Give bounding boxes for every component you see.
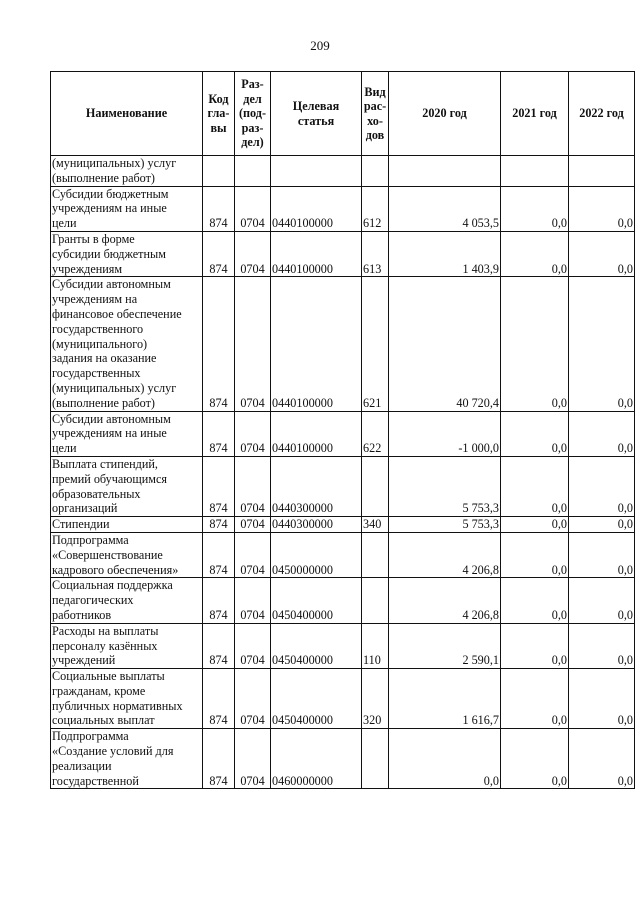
row-chapter-cell: 874: [203, 277, 235, 411]
header-2020: 2020 год: [389, 72, 501, 156]
row-2020-cell: 1 616,7: [389, 669, 501, 729]
row-chapter-cell: 874: [203, 532, 235, 577]
row-chapter-cell: 874: [203, 411, 235, 456]
row-2020-cell: 4 053,5: [389, 186, 501, 231]
row-name-cell: Подпрограмма «Совершенствование кадрового обеспечения»: [51, 532, 203, 577]
row-2021-cell: 0,0: [501, 411, 569, 456]
page-number: 209: [310, 38, 330, 53]
row-2021-cell: 0,0: [501, 669, 569, 729]
row-2020-cell: 0,0: [389, 729, 501, 789]
row-2020-cell: 40 720,4: [389, 277, 501, 411]
row-chapter-cell: 874: [203, 623, 235, 668]
row-expense-type-cell: [362, 156, 389, 187]
row-expense-type-cell: [362, 729, 389, 789]
table-row: [51, 532, 635, 577]
row-name-cell: Субсидии бюджетным учреждениям на иные цели: [51, 186, 203, 231]
header-2021: 2021 год: [501, 72, 569, 156]
row-2022-cell: 0,0: [569, 578, 635, 623]
row-target-cell: 0440100000: [271, 277, 362, 411]
table-row: [51, 517, 635, 533]
row-section-cell: 0704: [235, 532, 271, 577]
row-2021-cell: 0,0: [501, 231, 569, 276]
header-target-article: Целевая статья: [271, 72, 362, 156]
row-name-cell: Социальные выплаты гражданам, кроме публичных нормативных социальных выплат: [51, 669, 203, 729]
row-target-cell: 0440100000: [271, 186, 362, 231]
row-expense-type-cell: [362, 578, 389, 623]
row-target-cell: 0440300000: [271, 456, 362, 516]
table-row: [51, 156, 635, 187]
table-header-row: [51, 72, 635, 156]
row-name-cell: (муниципальных) услуг (выполнение работ): [51, 156, 203, 187]
row-2020-cell: 4 206,8: [389, 532, 501, 577]
row-section-cell: 0704: [235, 729, 271, 789]
row-chapter-cell: 874: [203, 578, 235, 623]
row-2021-cell: 0,0: [501, 517, 569, 533]
row-expense-type-cell: [362, 532, 389, 577]
row-expense-type-cell: 622: [362, 411, 389, 456]
row-section-cell: 0704: [235, 277, 271, 411]
table-row: [51, 623, 635, 668]
row-2020-cell: [389, 156, 501, 187]
table-row: [51, 578, 635, 623]
row-section-cell: 0704: [235, 578, 271, 623]
row-name-cell: Субсидии автономным учреждениям на финансовое обеспечение государственного (муниципального) задания на оказание государственных (муниципальных) услуг (выполнение работ): [51, 277, 203, 411]
row-expense-type-cell: 613: [362, 231, 389, 276]
row-target-cell: 0440300000: [271, 517, 362, 533]
row-name-cell: Выплата стипендий, премий обучающимся образовательных организаций: [51, 456, 203, 516]
row-section-cell: [235, 156, 271, 187]
row-2022-cell: [569, 156, 635, 187]
row-expense-type-cell: [362, 456, 389, 516]
row-2021-cell: 0,0: [501, 186, 569, 231]
row-chapter-cell: 874: [203, 456, 235, 516]
row-expense-type-cell: 110: [362, 623, 389, 668]
budget-table: [50, 71, 635, 789]
row-2020-cell: 4 206,8: [389, 578, 501, 623]
row-2020-cell: 1 403,9: [389, 231, 501, 276]
row-2021-cell: 0,0: [501, 532, 569, 577]
row-section-cell: 0704: [235, 669, 271, 729]
row-2022-cell: 0,0: [569, 517, 635, 533]
row-2021-cell: 0,0: [501, 623, 569, 668]
row-name-cell: Расходы на выплаты персоналу казённых учреждений: [51, 623, 203, 668]
header-name: Наименование: [51, 72, 203, 156]
row-2021-cell: 0,0: [501, 277, 569, 411]
header-2022: 2022 год: [569, 72, 635, 156]
row-expense-type-cell: 320: [362, 669, 389, 729]
row-2020-cell: 5 753,3: [389, 456, 501, 516]
row-section-cell: 0704: [235, 456, 271, 516]
row-name-cell: Стипендии: [51, 517, 203, 533]
row-expense-type-cell: 340: [362, 517, 389, 533]
row-2022-cell: 0,0: [569, 729, 635, 789]
row-target-cell: 0450400000: [271, 623, 362, 668]
table-body: [51, 156, 635, 789]
table-row: [51, 186, 635, 231]
row-name-cell: Подпрограмма «Создание условий для реализации государственной: [51, 729, 203, 789]
row-2022-cell: 0,0: [569, 456, 635, 516]
row-2022-cell: 0,0: [569, 623, 635, 668]
table-row: [51, 411, 635, 456]
row-2021-cell: 0,0: [501, 456, 569, 516]
header-expense-type: Вид рас- хо- дов: [362, 72, 389, 156]
row-chapter-cell: 874: [203, 669, 235, 729]
row-section-cell: 0704: [235, 231, 271, 276]
row-target-cell: 0450400000: [271, 669, 362, 729]
header-chapter-code: Код гла- вы: [203, 72, 235, 156]
row-target-cell: 0450400000: [271, 578, 362, 623]
row-2021-cell: [501, 156, 569, 187]
row-section-cell: 0704: [235, 186, 271, 231]
row-chapter-cell: 874: [203, 729, 235, 789]
row-target-cell: 0450000000: [271, 532, 362, 577]
row-2022-cell: 0,0: [569, 532, 635, 577]
row-name-cell: Социальная поддержка педагогических работников: [51, 578, 203, 623]
row-section-cell: 0704: [235, 517, 271, 533]
header-section: Раз- дел (под- раз- дел): [235, 72, 271, 156]
row-2022-cell: 0,0: [569, 669, 635, 729]
row-chapter-cell: 874: [203, 186, 235, 231]
row-2020-cell: -1 000,0: [389, 411, 501, 456]
row-expense-type-cell: 612: [362, 186, 389, 231]
row-2020-cell: 2 590,1: [389, 623, 501, 668]
row-2022-cell: 0,0: [569, 231, 635, 276]
row-2020-cell: 5 753,3: [389, 517, 501, 533]
table-row: [51, 729, 635, 789]
table-row: [51, 277, 635, 411]
row-chapter-cell: [203, 156, 235, 187]
row-target-cell: 0460000000: [271, 729, 362, 789]
row-target-cell: 0440100000: [271, 231, 362, 276]
row-2021-cell: 0,0: [501, 729, 569, 789]
row-2022-cell: 0,0: [569, 186, 635, 231]
row-name-cell: Гранты в форме субсидии бюджетным учреждениям: [51, 231, 203, 276]
row-2022-cell: 0,0: [569, 411, 635, 456]
table-row: [51, 231, 635, 276]
row-section-cell: 0704: [235, 411, 271, 456]
row-chapter-cell: 874: [203, 231, 235, 276]
row-chapter-cell: 874: [203, 517, 235, 533]
row-target-cell: [271, 156, 362, 187]
row-section-cell: 0704: [235, 623, 271, 668]
row-2021-cell: 0,0: [501, 578, 569, 623]
table-row: [51, 456, 635, 516]
table-row: [51, 669, 635, 729]
row-target-cell: 0440100000: [271, 411, 362, 456]
row-2022-cell: 0,0: [569, 277, 635, 411]
row-expense-type-cell: 621: [362, 277, 389, 411]
row-name-cell: Субсидии автономным учреждениям на иные цели: [51, 411, 203, 456]
